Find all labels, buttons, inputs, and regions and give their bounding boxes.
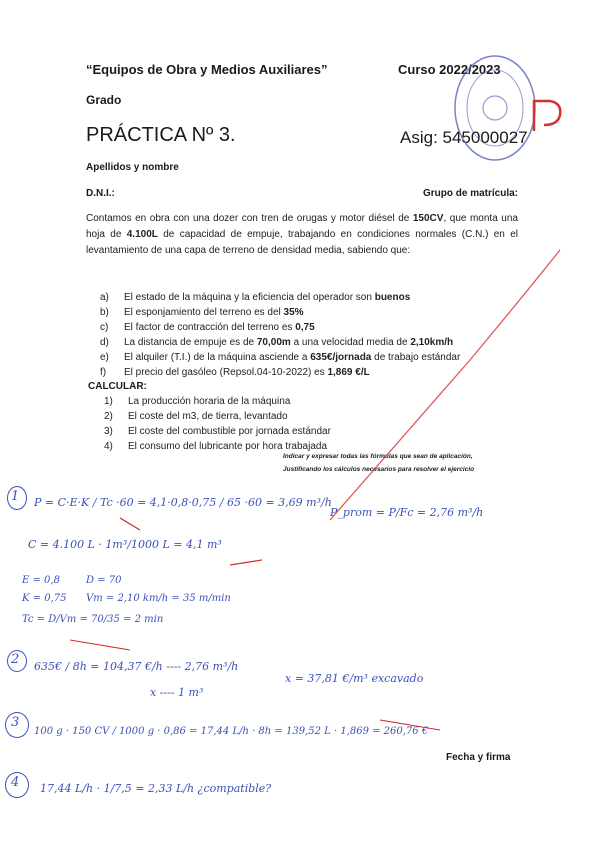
item-key: f) [100,367,107,378]
q2-line1: 635€ / 8h = 104,37 €/h ---- 2,76 m³/h [34,660,239,673]
item-text: El coste del m3, de tierra, levantado [128,411,288,422]
item-key: e) [100,352,109,363]
subject-code: Asig: 545000027 [400,128,528,147]
item-text: El consumo del lubricante por hora trabajada [128,441,328,452]
q1-capacity: C = 4.100 L · 1m³/1000 L = 4,1 m³ [28,538,222,551]
item-text: El coste del combustible por jornada estándar [128,426,331,437]
item-text: La producción horaria de la máquina [128,396,291,407]
item-text: El esponjamiento del terreno es del 35% [124,307,304,318]
instruction-note-1: Indicar y expresar todas las fórmulas que sean de aplicación, [283,453,473,460]
q1-formula: P = C·E·K / Tc ·60 = 4,1·0,8·0,75 / 65 ·60 = 3,69 m³/h [34,496,332,509]
item-key: d) [100,337,109,348]
q1-contraction: K = 0,75 [22,593,67,604]
q1-number: 1 [11,489,20,504]
q2-result: x = 37,81 €/m³ excavado [285,672,424,685]
q1-side-note: P_prom = P/Fc = 2,76 m³/h [330,506,484,519]
item-key: b) [100,307,109,318]
q2-line2: x ---- 1 m³ [150,686,204,699]
q1-efficiency: E = 0,8 [22,575,60,586]
practice-title: PRÁCTICA Nº 3. [86,124,236,146]
name-label: Apellidos y nombre [86,162,179,173]
item-text: El estado de la máquina y la eficiencia del operador son buenos [124,292,411,303]
intro-text-1: Contamos en obra con una dozer con tren de orugas y motor diésel de [86,213,413,224]
q1-distance: D = 70 [86,575,122,586]
intro-text-3: de capacidad de empuje, trabajando en condiciones normales (C.N.) en el levantamiento de una capa de terreno de densidad media, sabiendo que: [86,229,518,256]
signature-label: Fecha y firma [446,752,511,763]
calc-label: CALCULAR: [88,381,147,392]
item-text: El alquiler (T.I.) de la máquina asciende a 635€/jornada de trabajo estándar [124,352,461,363]
item-key: a) [100,292,109,303]
q4-number: 4 [11,775,20,790]
dni-label: D.N.I.: [86,188,115,199]
engine-power: 150CV [412,213,444,224]
q1-speed: Vm = 2,10 km/h = 35 m/min [86,593,231,604]
degree-label: Grado [86,93,122,107]
intro-text-2: , que monta una hoja de [86,213,518,240]
q1-cycle-time: Tc = D/Vm = 70/35 = 2 min [22,614,164,625]
course-year: Curso 2022/2023 [398,62,501,77]
item-key: 2) [104,411,113,422]
item-key: 1) [104,396,113,407]
group-label: Grupo de matrícula: [423,188,519,199]
course-title: “Equipos de Obra y Medios Auxiliares” [86,62,328,77]
item-key: c) [100,322,109,333]
q4-formula: 17,44 L/h · 1/7,5 = 2,33 L/h ¿compatible? [40,782,272,795]
item-text: El factor de contracción del terreno es 0,75 [124,322,315,333]
item-key: 3) [104,426,113,437]
q3-formula: 100 g · 150 CV / 1000 g · 0,86 = 17,44 L/h · 8h = 139,52 L · 1,869 = 260,76 € [34,726,429,737]
instruction-note-2: Justificando los cálculos necesarios para resolver el ejercicio [283,466,475,473]
blade-capacity: 4.100L [126,229,158,240]
q2-number: 2 [11,652,20,667]
item-text: La distancia de empuje es de 70,00m a una velocidad media de 2,10km/h [124,337,454,348]
item-text: El precio del gasóleo (Repsol.04-10-2022) es 1,869 €/L [124,367,370,378]
item-key: 4) [104,441,113,452]
q3-number: 3 [11,715,20,730]
